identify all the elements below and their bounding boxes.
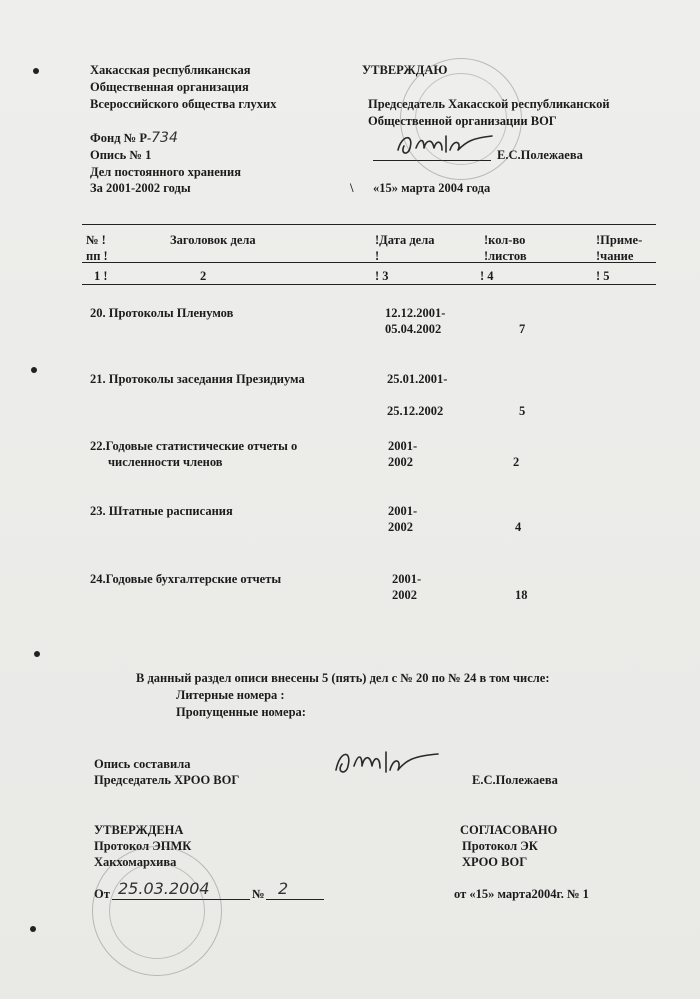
org-line-3: Всероссийского общества глухих [90, 97, 277, 111]
number-underline [266, 899, 324, 900]
approver-title-1: Председатель Хакасской республиканской [368, 97, 610, 111]
col-index-5: ! 5 [596, 269, 610, 283]
row-date-start: 2001- [388, 504, 418, 518]
org-line-1: Хакасская республиканская [90, 63, 251, 77]
approve-heading: УТВЕРЖДАЮ [362, 63, 448, 77]
col-index-4: ! 4 [480, 269, 494, 283]
storage-type: Дел постоянного хранения [90, 165, 241, 179]
table-rule-mid [82, 262, 656, 263]
org-line-2: Общественная организация [90, 80, 249, 94]
col-index-2: 2 [200, 269, 207, 283]
row-date-end: 2002 [392, 588, 417, 602]
row-date-end: 2002 [388, 455, 413, 469]
handwritten-date: 25.03.2004 [118, 879, 210, 898]
row-date-start: 2001- [388, 439, 418, 453]
row-sheets: 7 [519, 322, 526, 336]
row-title: 21. Протоколы заседания Президиума [90, 372, 305, 386]
row-date-end: 2002 [388, 520, 413, 534]
fond-handwritten-number: 734 [151, 130, 178, 146]
row-title: 23. Штатные расписания [90, 504, 233, 518]
literal-numbers: Литерные номера : [176, 688, 285, 702]
punch-hole [31, 367, 37, 373]
compiler-name: Е.С.Полежаева [472, 773, 558, 787]
approver-name: Е.С.Полежаева [497, 148, 583, 162]
punch-hole [33, 68, 39, 74]
archive-name: Хакхомархива [94, 855, 177, 869]
row-sheets: 18 [515, 588, 528, 602]
row-title: 24.Годовые бухгалтерские отчеты [90, 572, 282, 586]
punch-hole [34, 651, 40, 657]
agreed-date: от «15» марта2004г. № 1 [454, 887, 589, 901]
row-date-start: 12.12.2001- [385, 306, 446, 320]
col-index-1: 1 ! [94, 269, 108, 283]
compiler-signature [328, 744, 448, 784]
row-sheets: 4 [515, 520, 522, 534]
approver-title-2: Общественной организации ВОГ [368, 114, 557, 128]
col-date-header-2: ! [375, 249, 380, 263]
date-slash: \ [350, 181, 354, 195]
col-number-header-2: пп ! [86, 249, 108, 263]
number-label: № [252, 887, 265, 901]
col-title-header: Заголовок дела [170, 233, 256, 247]
agreed-heading: СОГЛАСОВАНО [460, 823, 558, 837]
col-notes-header-2: !чание [596, 249, 634, 263]
from-label: От [94, 887, 110, 901]
fond-label: Фонд № Р- [90, 131, 152, 145]
org-abbrev: ХРОО ВОГ [462, 855, 528, 869]
col-notes-header: !Приме- [596, 233, 643, 247]
col-sheets-header: !кол-во [484, 233, 526, 247]
punch-hole [30, 926, 36, 932]
row-sheets: 5 [519, 404, 526, 418]
missing-numbers: Пропущенные номера: [176, 705, 306, 719]
row-title: 22.Годовые статистические отчеты о [90, 439, 298, 453]
table-rule-top [82, 224, 656, 225]
approval-date: «15» марта 2004 года [373, 181, 491, 195]
approved-heading: УТВЕРЖДЕНА [94, 823, 184, 837]
row-title-continued: численности членов [108, 455, 223, 469]
col-index-3: ! 3 [375, 269, 389, 283]
row-date-end: 25.12.2002 [387, 404, 444, 418]
col-date-header: !Дата дела [375, 233, 435, 247]
row-sheets: 2 [513, 455, 520, 469]
table-rule-bottom [82, 284, 656, 285]
years-range: За 2001-2002 годы [90, 181, 191, 195]
row-date-start: 25.01.2001- [387, 372, 448, 386]
compiler-title: Председатель ХРОО ВОГ [94, 773, 240, 787]
epmk-protocol: Протокол ЭПМК [94, 839, 192, 853]
col-number-header: № ! [86, 233, 106, 247]
compiled-by: Опись составила [94, 757, 191, 771]
opis-number: Опись № 1 [90, 148, 152, 162]
handwritten-number: 2 [278, 879, 289, 898]
row-title: 20. Протоколы Пленумов [90, 306, 234, 320]
ek-protocol: Протокол ЭК [462, 839, 538, 853]
archive-stamp-seal [92, 846, 222, 976]
col-sheets-header-2: !листов [484, 249, 527, 263]
row-date-end: 05.04.2002 [385, 322, 442, 336]
approver-signature [392, 128, 502, 164]
fond-number [90, 130, 178, 146]
summary-line: В данный раздел описи внесены 5 (пять) дел с № 20 по № 24 в том числе: [136, 671, 550, 685]
row-date-start: 2001- [392, 572, 422, 586]
